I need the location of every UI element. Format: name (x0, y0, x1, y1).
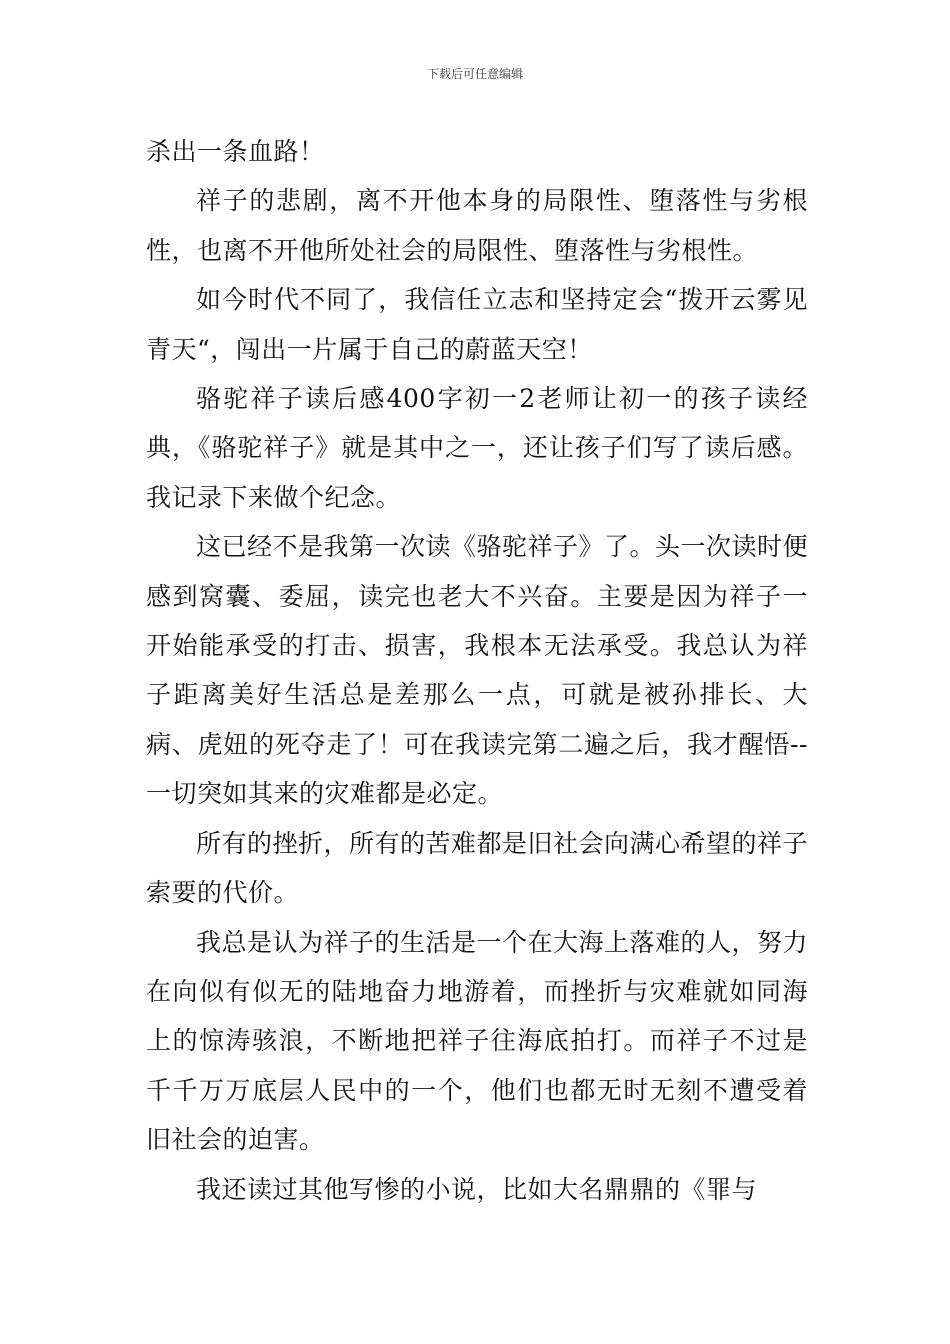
paragraph-3: 如今时代不同了，我信任立志和坚持定会“拨开云雾见青天“，闯出一片属于自己的蔚蓝天空！ (146, 285, 808, 364)
paragraph-2: 祥子的悲剧，离不开他本身的局限性、堕落性与劣根性，也离不开他所处社会的局限性、堕落性与劣根性。 (146, 186, 808, 265)
paragraph-5: 这已经不是我第一次读《骆驼祥子》了。头一次读时便感到窝囊、委屈，读完也老大不兴奋。主要是因为祥子一开始能承受的打击、损害，我根本无法承受。我总认为祥子距离美好生活总是差那么一点，可就是被孙排长、大病、虎妞的死夺走了！可在我读完第二遍之后，我才醒悟--一切突如其来的灾难都是必定。 (146, 532, 809, 809)
page-header: 下载后可任意编辑 (426, 67, 523, 81)
paragraph-4: 骆驼祥子读后感400字初一2老师让初一的孩子读经典，《骆驼祥子》就是其中之一，还让孩子们写了读后感。我记录下来做个纪念。 (146, 384, 808, 512)
document-body (146, 127, 808, 1214)
paragraph-6: 所有的挫折，所有的苦难都是旧社会向满心希望的祥子索要的代价。 (146, 828, 809, 908)
paragraph-1: 杀出一条血路！ (146, 137, 325, 166)
paragraph-8: 我还读过其他写惨的小说，比如大名鼎鼎的《罪与 (196, 1174, 758, 1204)
paragraph-7: 我总是认为祥子的生活是一个在大海上落难的人，努力在向似有似无的陆地奋力地游着，而挫折与灾难就如同海上的惊涛骇浪，不断地把祥子往海底拍打。而祥子不过是千千万万底层人民中的一个，他们也都无时无刻不遭受着旧社会的迫害。 (146, 927, 809, 1155)
